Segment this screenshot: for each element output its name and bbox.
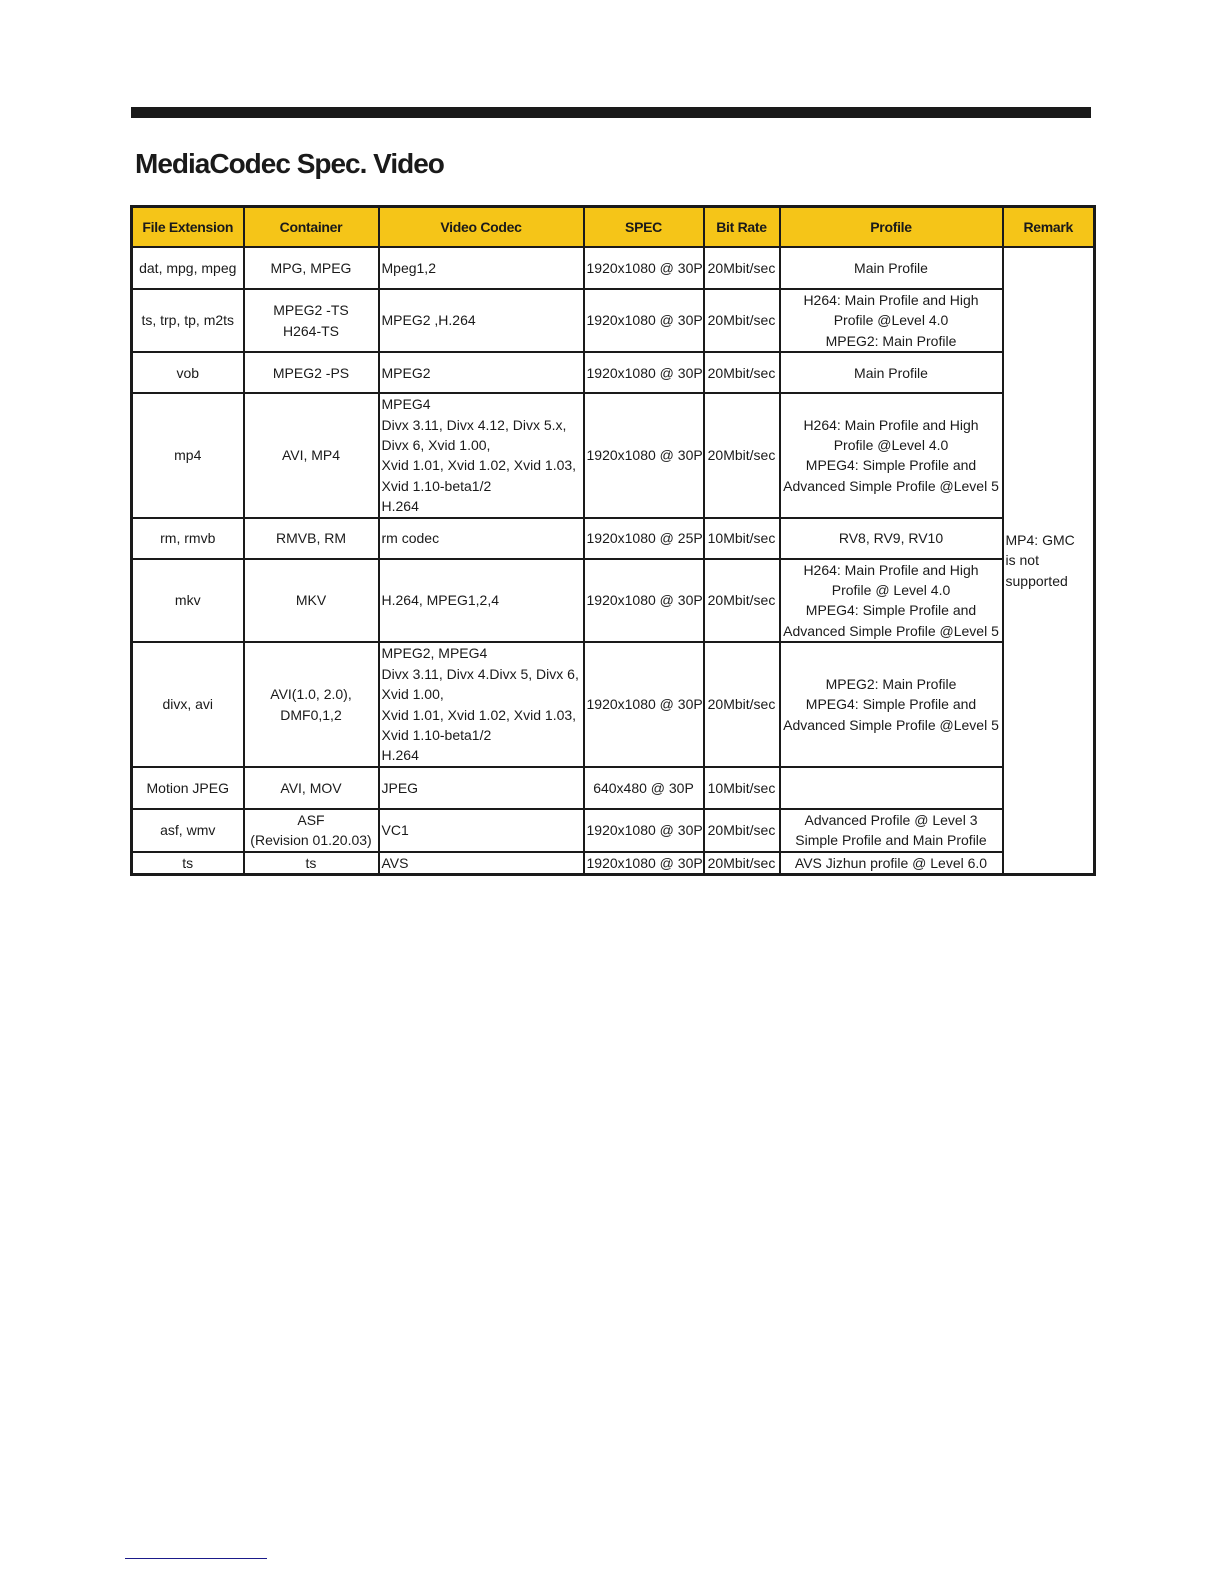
- table-row: [132, 559, 1095, 643]
- file-extension-line: ts, trp, tp, m2ts: [141, 312, 235, 329]
- video-codec-line: Mpeg1,2: [381, 259, 436, 276]
- cell-video-codec: [379, 809, 584, 852]
- cell-file-extension: [132, 247, 244, 289]
- cell-file-extension: [132, 393, 244, 517]
- cell-profile: [780, 247, 1003, 289]
- cell-bit-rate: 10Mbit/sec: [704, 767, 780, 809]
- cell-bit-rate: 20Mbit/sec: [704, 393, 780, 517]
- video-codec-line: MPEG4: [381, 396, 431, 413]
- codec-spec-table: [130, 205, 1096, 876]
- cell-profile: [780, 352, 1003, 393]
- profile-line: MPEG2: Main Profile: [825, 675, 957, 692]
- file-extension-line: divx, avi: [162, 696, 214, 713]
- header-container: Container: [244, 207, 379, 248]
- container-line: DMF0,1,2: [280, 706, 342, 723]
- cell-spec: 1920x1080 @ 30P: [584, 852, 704, 875]
- cell-video-codec: [379, 559, 584, 643]
- cell-profile: [780, 809, 1003, 852]
- container-line: (Revision 01.20.03): [250, 832, 372, 849]
- profile-line: H264: Main Profile and High: [803, 292, 979, 308]
- container-line: MPG, MPEG: [270, 259, 352, 276]
- cell-spec: 640x480 @ 30P: [584, 767, 704, 809]
- video-codec-line: MPEG2: [381, 364, 431, 381]
- video-codec-line: Divx 3.11, Divx 4.12, Divx 5.x,: [381, 416, 567, 433]
- cell-bit-rate: 20Mbit/sec: [704, 289, 780, 352]
- cell-spec: 1920x1080 @ 30P: [584, 247, 704, 289]
- file-extension-line: rm, rmvb: [160, 529, 216, 546]
- cell-file-extension: [132, 289, 244, 352]
- table-row: [132, 247, 1095, 289]
- profile-line: RV8, RV9, RV10: [838, 529, 944, 546]
- profile-line: H264: Main Profile and High: [803, 561, 979, 578]
- table-row: [132, 642, 1095, 766]
- cell-spec: 1920x1080 @ 30P: [584, 809, 704, 852]
- cell-video-codec: [379, 393, 584, 517]
- profile-line: Advanced Simple Profile @Level 5: [783, 622, 999, 639]
- video-codec-line: Xvid 1.10-beta1/2: [381, 726, 492, 743]
- container-line: MPEG2 -TS: [273, 302, 349, 319]
- remark-line: is not: [1005, 552, 1039, 569]
- video-codec-line: MPEG2 ,H.264: [381, 312, 476, 329]
- cell-file-extension: [132, 642, 244, 766]
- container-line: ASF: [297, 811, 325, 828]
- cell-video-codec: [379, 289, 584, 352]
- cell-profile: [780, 393, 1003, 517]
- container-line: AVI(1.0, 2.0),: [270, 686, 352, 703]
- table-row: [132, 767, 1095, 809]
- cell-bit-rate: 20Mbit/sec: [704, 352, 780, 393]
- profile-line: Main Profile: [854, 259, 928, 276]
- cell-profile: [780, 852, 1003, 875]
- cell-spec: 1920x1080 @ 30P: [584, 289, 704, 352]
- cell-bit-rate: 10Mbit/sec: [704, 518, 780, 559]
- cell-spec: 1920x1080 @ 30P: [584, 559, 704, 643]
- cell-bit-rate: 20Mbit/sec: [704, 642, 780, 766]
- cell-container: [244, 767, 379, 809]
- cell-container: [244, 393, 379, 517]
- cell-container: [244, 247, 379, 289]
- video-codec-line: Divx 6, Xvid 1.00,: [381, 437, 491, 454]
- cell-container: [244, 518, 379, 559]
- video-codec-line: H.264: [381, 498, 419, 515]
- table-row: [132, 289, 1095, 352]
- file-extension-line: mkv: [174, 592, 201, 609]
- cell-video-codec: [379, 642, 584, 766]
- file-extension-line: ts: [182, 854, 194, 871]
- cell-container: [244, 642, 379, 766]
- profile-line: Advanced Profile @ Level 3: [804, 811, 978, 828]
- table-row: [132, 518, 1095, 559]
- top-rule: [131, 107, 1091, 118]
- cell-profile: [780, 642, 1003, 766]
- cell-remark: [1003, 247, 1095, 874]
- file-extension-line: mp4: [174, 447, 202, 464]
- video-codec-line: H.264: [381, 747, 419, 764]
- video-codec-line: rm codec: [381, 529, 440, 546]
- profile-line: MPEG4: Simple Profile and: [805, 457, 977, 474]
- table-row: [132, 852, 1095, 875]
- video-codec-line: JPEG: [381, 779, 419, 796]
- cell-profile: [780, 289, 1003, 352]
- cell-profile: [780, 518, 1003, 559]
- video-codec-line: AVS: [381, 854, 409, 871]
- profile-line: Advanced Simple Profile @Level 5: [783, 716, 999, 733]
- video-codec-line: Divx 3.11, Divx 4.Divx 5, Divx 6,: [381, 665, 579, 682]
- container-line: H264-TS: [282, 322, 340, 339]
- cell-container: [244, 352, 379, 393]
- profile-line: Profile @Level 4.0: [833, 437, 949, 454]
- page-title: MediaCodec Spec. Video: [135, 148, 444, 179]
- cell-spec: 1920x1080 @ 25P: [584, 518, 704, 559]
- footer-rule: [125, 1558, 267, 1559]
- video-codec-line: MPEG2, MPEG4: [381, 645, 488, 662]
- cell-video-codec: [379, 352, 584, 393]
- table-row: [132, 809, 1095, 852]
- file-extension-line: vob: [176, 364, 200, 381]
- container-line: MPEG2 -PS: [272, 364, 350, 381]
- cell-video-codec: [379, 518, 584, 559]
- cell-spec: 1920x1080 @ 30P: [584, 352, 704, 393]
- header-profile: Profile: [780, 207, 1003, 248]
- file-extension-line: asf, wmv: [160, 821, 216, 838]
- container-line: AVI, MP4: [281, 447, 341, 464]
- cell-file-extension: [132, 352, 244, 393]
- file-extension-line: Motion JPEG: [146, 779, 229, 796]
- profile-line: MPEG4: Simple Profile and: [805, 602, 977, 619]
- cell-file-extension: [132, 559, 244, 643]
- table-body: [132, 247, 1095, 874]
- cell-video-codec: [379, 247, 584, 289]
- table-row: [132, 352, 1095, 393]
- cell-bit-rate: 20Mbit/sec: [704, 559, 780, 643]
- cell-container: [244, 289, 379, 352]
- cell-file-extension: [132, 809, 244, 852]
- header-video-codec: Video Codec: [379, 207, 584, 248]
- file-extension-line: dat, mpg, mpeg: [139, 259, 237, 276]
- profile-line: Advanced Simple Profile @Level 5: [783, 477, 999, 494]
- header-spec: SPEC: [584, 207, 704, 248]
- header-remark: Remark: [1003, 207, 1095, 248]
- video-codec-line: Xvid 1.00,: [381, 686, 444, 703]
- cell-profile: [780, 767, 1003, 809]
- video-codec-line: VC1: [381, 821, 409, 838]
- profile-line: Profile @ Level 4.0: [831, 582, 951, 599]
- cell-spec: 1920x1080 @ 30P: [584, 642, 704, 766]
- table-row: [132, 393, 1095, 517]
- cell-profile: [780, 559, 1003, 643]
- video-codec-line: Xvid 1.10-beta1/2: [381, 477, 492, 494]
- cell-file-extension: [132, 767, 244, 809]
- cell-file-extension: [132, 852, 244, 875]
- cell-spec: 1920x1080 @ 30P: [584, 393, 704, 517]
- profile-line: Simple Profile and Main Profile: [795, 832, 987, 849]
- container-line: MKV: [295, 592, 327, 609]
- cell-container: [244, 809, 379, 852]
- video-codec-line: Xvid 1.01, Xvid 1.02, Xvid 1.03,: [381, 457, 577, 474]
- cell-file-extension: [132, 518, 244, 559]
- remark-line: MP4: GMC: [1005, 531, 1075, 548]
- profile-line: AVS Jizhun profile @ Level 6.0: [794, 854, 988, 871]
- cell-bit-rate: 20Mbit/sec: [704, 852, 780, 875]
- cell-container: [244, 559, 379, 643]
- profile-line: Profile @Level 4.0: [833, 312, 949, 329]
- container-line: ts: [305, 854, 317, 871]
- cell-bit-rate: 20Mbit/sec: [704, 247, 780, 289]
- video-codec-line: Xvid 1.01, Xvid 1.02, Xvid 1.03,: [381, 706, 577, 723]
- profile-line: Main Profile: [854, 364, 928, 381]
- remark-line: supported: [1005, 572, 1068, 589]
- cell-video-codec: [379, 852, 584, 875]
- profile-line: MPEG4: Simple Profile and: [805, 696, 977, 713]
- video-codec-line: H.264, MPEG1,2,4: [381, 592, 500, 609]
- profile-line: MPEG2: Main Profile: [825, 332, 957, 349]
- cell-container: [244, 852, 379, 875]
- header-file-extension: File Extension: [132, 207, 244, 248]
- profile-line: H264: Main Profile and High: [803, 416, 979, 433]
- header-bit-rate: Bit Rate: [704, 207, 780, 248]
- table-header-row: [132, 207, 1095, 248]
- container-line: AVI, MOV: [280, 779, 342, 796]
- cell-video-codec: [379, 767, 584, 809]
- cell-bit-rate: 20Mbit/sec: [704, 809, 780, 852]
- container-line: RMVB, RM: [276, 529, 346, 546]
